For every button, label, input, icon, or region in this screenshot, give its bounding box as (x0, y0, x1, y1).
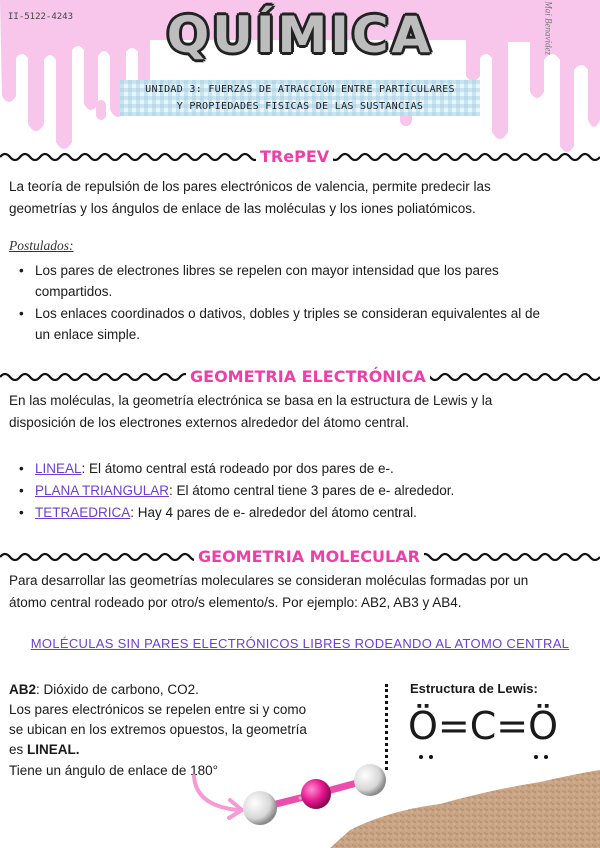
geo-molecular-intro-line1: Para desarrollar las geometrías moleculares se consideran moléculas formadas por un (9, 573, 529, 588)
list-item: • PLANA TRIANGULAR: El átomo central tiene 3 pares de e- alrededor. (19, 483, 455, 498)
page-title: QUÍMICA (166, 6, 434, 64)
student-id: II-5122-4243 (8, 12, 74, 22)
section-title-trepev: TRePEV (256, 147, 333, 166)
lewis-structure: Ö=C=Ö (408, 704, 559, 748)
list-item: • Los pares de electrones libres se repelen con mayor intensidad que los pares compartidos. (19, 263, 499, 299)
link-tetraedrica[interactable]: TETRAEDRICA (35, 505, 131, 520)
example-line1: AB2: Dióxido de carbono, CO2. (9, 682, 199, 697)
lewis-title: Estructura de Lewis: (410, 681, 538, 696)
subheading-moleculas: MOLÉCULAS SIN PARES ELECTRÓNICOS LIBRES RODEANDO AL ATOMO CENTRAL (30, 636, 570, 651)
list-item: • TETRAEDRICA: Hay 4 pares de e- alrededor del átomo central. (19, 505, 417, 520)
link-plana-triangular[interactable]: PLANA TRIANGULAR (35, 483, 170, 498)
postulados-label: Postulados: (9, 238, 74, 253)
example-line3: se ubican en los extremos opuestos, la geometría (9, 722, 307, 737)
trepev-intro-line1: La teoría de repulsión de los pares electrónicos de valencia, permite predecir las (9, 179, 491, 194)
dotted-separator (385, 684, 388, 770)
geo-electronica-intro-line2: disposición de los electrones externos alrededor del átomo central. (9, 415, 409, 430)
section-title-geometria-molecular: GEOMETRIA MOLECULAR (194, 547, 424, 566)
example-line5: Tiene un ángulo de enlace de 180° (9, 763, 219, 778)
co2-molecule-model (236, 760, 396, 840)
example-line2: Los pares electrónicos se repelen entre si y como (9, 702, 307, 717)
geometria-electronica-list (9, 458, 594, 524)
unit-title-line1: UNIDAD 3: FUERZAS DE ATRACCIÓN ENTRE PARTÍCULARES (145, 84, 455, 95)
example-line4: es LINEAL. (9, 742, 80, 757)
link-lineal[interactable]: LINEAL (35, 461, 82, 476)
postulados-list (9, 260, 594, 345)
author-signature: Mai Benavidez (544, 1, 554, 55)
unit-title-line2: Y PROPIEDADES FISICAS DE LAS SUSTANCIAS (176, 101, 424, 112)
section-title-geometria-electronica: GEOMETRIA ELECTRÓNICA (186, 367, 430, 386)
geo-molecular-intro-line2: átomo central rodeado por otro/s elemento/s. Por ejemplo: AB2, AB3 y AB4. (9, 595, 462, 610)
trepev-intro-line2: geometrías y los ángulos de enlace de las moléculas y los iones poliatómicos. (9, 201, 476, 216)
list-item: • LINEAL: El átomo central está rodeado por dos pares de e-. (19, 461, 394, 476)
geo-electronica-intro-line1: En las moléculas, la geometría electrónica se basa en la estructura de Lewis y la (9, 393, 493, 408)
list-item: • Los enlaces coordinados o dativos, dobles y triples se consideran equivalentes al de un enlace simple. (19, 306, 541, 342)
